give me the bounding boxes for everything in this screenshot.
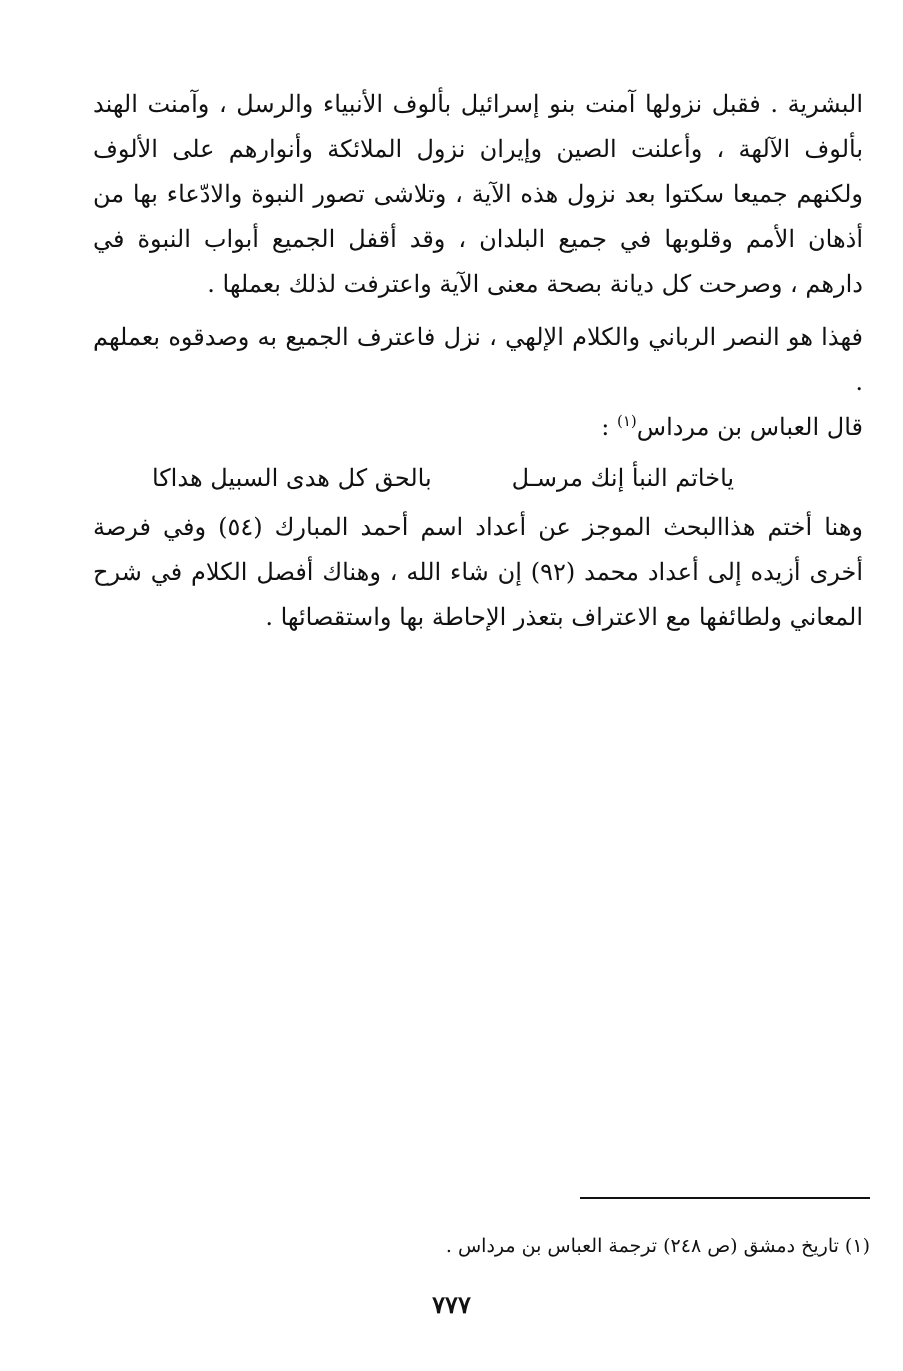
verse-second-hemistich: بالحق كل هدى السبيل هداكا (151, 464, 432, 492)
footnote-divider (580, 1197, 870, 1199)
footnote: (١) تاريخ دمشق (ص ٢٤٨) ترجمة العباس بن مرداس . (445, 1235, 870, 1257)
quote-colon: : (601, 413, 610, 441)
footnote-reference[interactable]: (١) (617, 412, 637, 430)
quote-intro-text: قال العباس بن مرداس (636, 413, 863, 441)
quote-intro-line (93, 405, 863, 450)
page-number: ٧٧٧ (432, 1290, 471, 1319)
paragraph-1: البشرية . فقبل نزولها آمنت بنو إسرائيل بألوف الأنبياء والرسل ، وآمنت الهند بألوف الآلهة ، وأعلنت الصين وإيران نزول الملائكة وأنوارهم على الألوف ولكنهم جميعا سكتوا بعد نزول هذه الآية ، وتلاشى تصور النبوة والادّعاء بها من أذهان الأمم وقلوبها في جميع البلدان ، وقد أقفل الجميع أبواب النبوة في دارهم ، وصرحت كل ديانة بصحة معنى الآية واعترفت لذلك بعملها . (93, 90, 863, 298)
main-text-block (93, 82, 863, 640)
paragraph-2-text: فهذا هو النصر الرباني والكلام الإلهي ، نزل فاعترف الجميع به وصدقوه بعملهم . (93, 323, 863, 396)
poetry-verse (93, 456, 863, 501)
paragraph-2 (93, 315, 863, 405)
paragraph-3: وهنا أختم هذاالبحث الموجز عن أعداد اسم أحمد المبارك (٥٤) وفي فرصة أخرى أزيده إلى أعداد محمد (٩٢) إن شاء الله ، وهناك أفصل الكلام في شرح المعاني ولطائفها مع الاعتراف بتعذر الإحاطة بها واستقصائها . (93, 513, 863, 631)
verse-first-hemistich: ياخاتم النبأ إنك مرسـل (511, 464, 735, 492)
